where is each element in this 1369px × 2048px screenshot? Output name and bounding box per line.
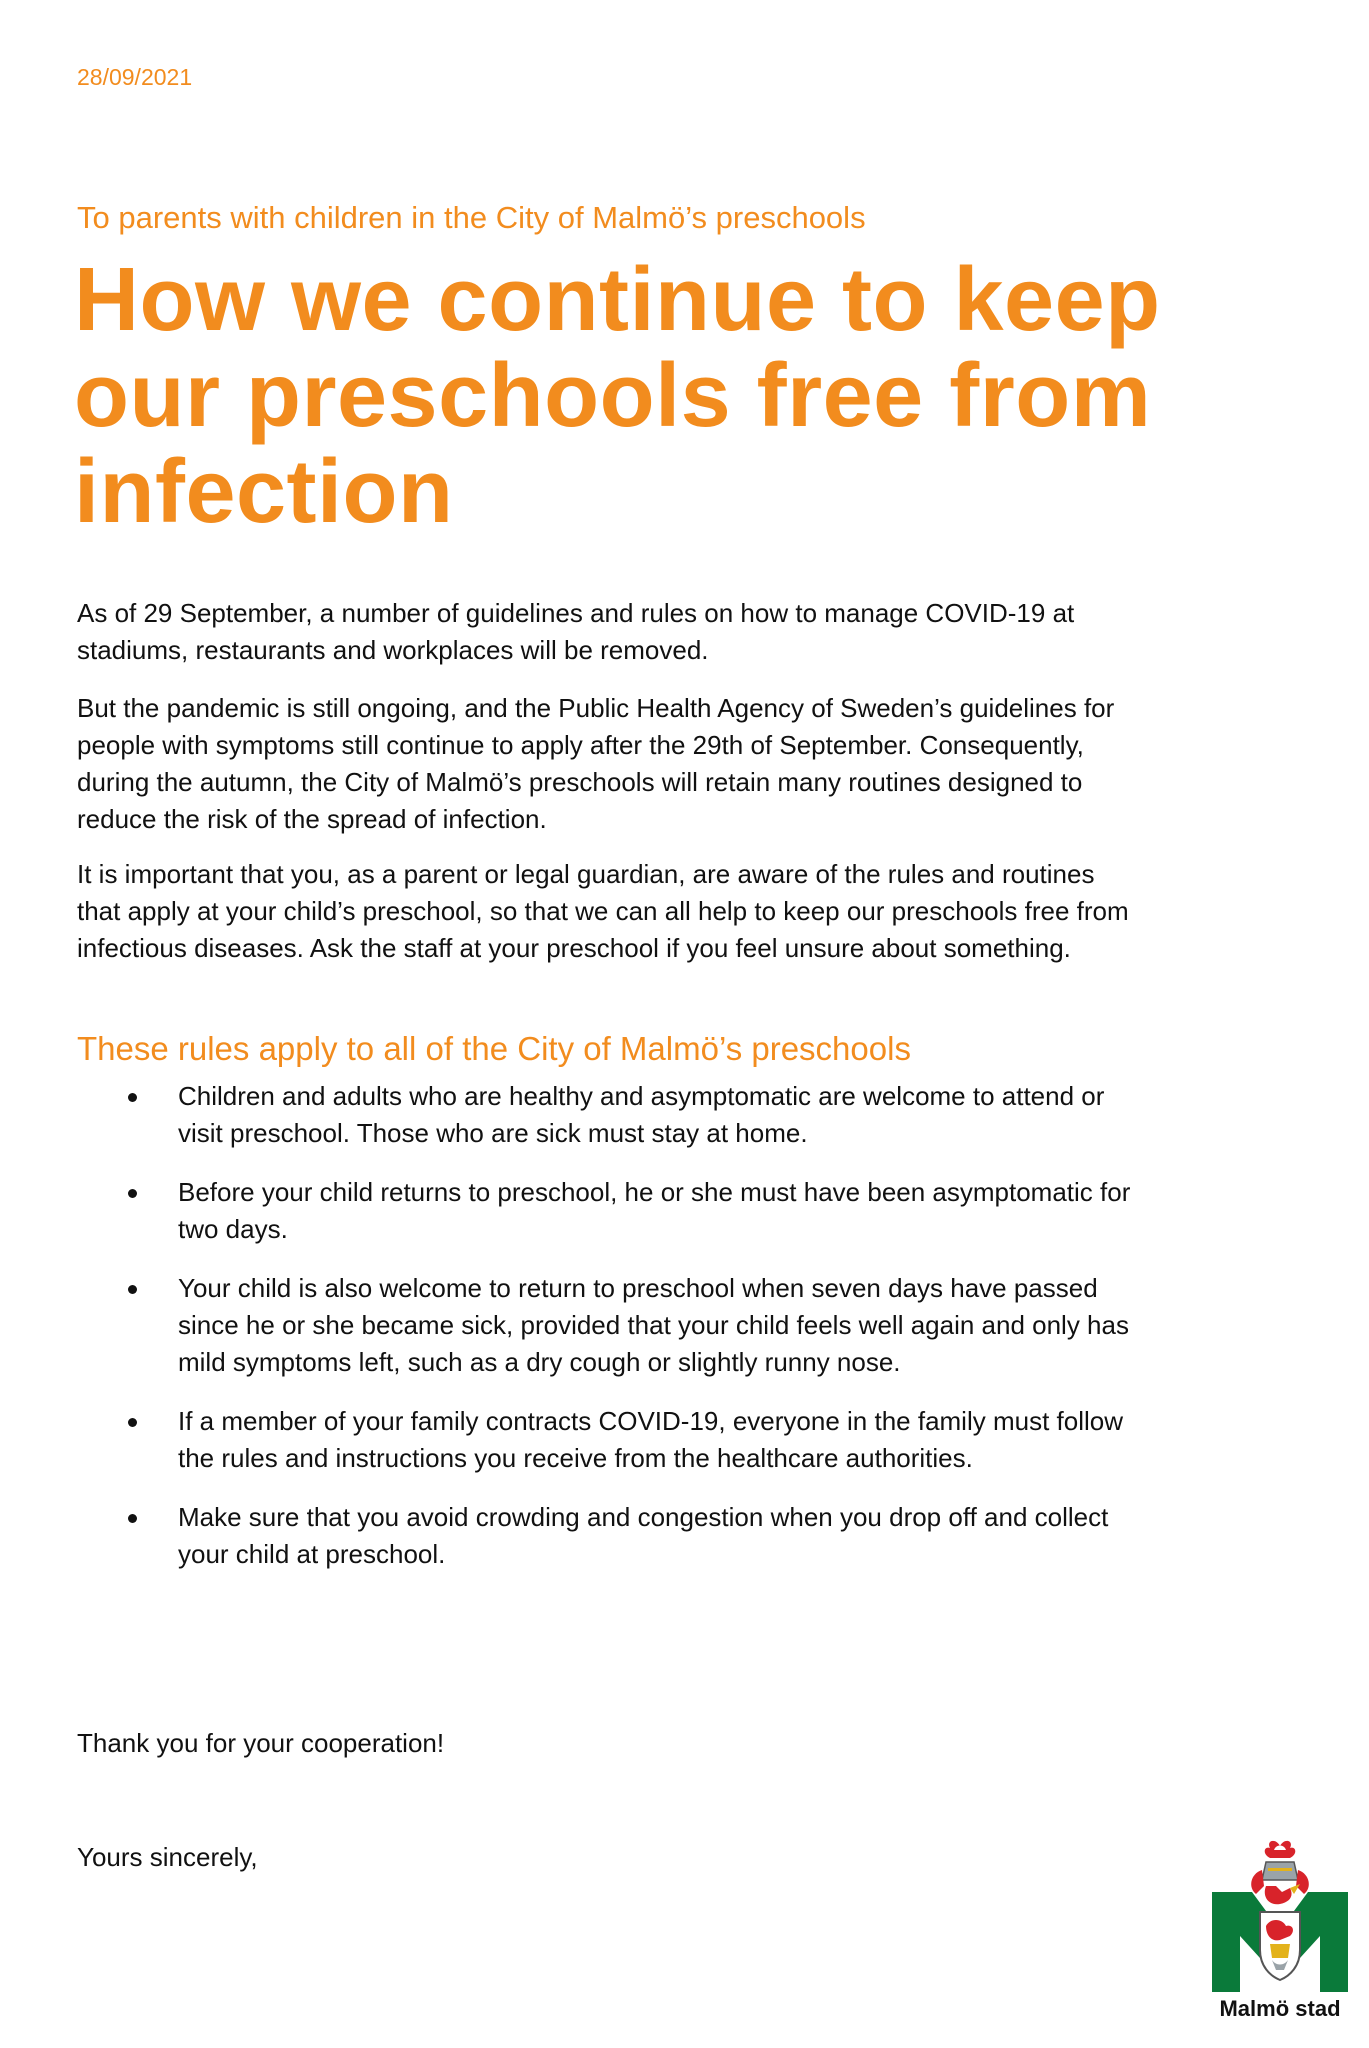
rules-list (120, 1078, 1140, 1595)
rule-text: Before your child returns to preschool, he or she must have been asymptomatic for two days. (178, 1177, 1131, 1244)
rules-heading: These rules apply to all of the City of Malmö’s preschools (77, 1030, 911, 1067)
thanks-text: Thank you for your cooperation! (77, 1728, 445, 1758)
malmo-stad-logo (1210, 1840, 1350, 2030)
rule-item (120, 1270, 1140, 1381)
malmo-coat-of-arms-icon (1210, 1840, 1350, 1996)
bullet-icon (128, 1093, 137, 1102)
pandemic-paragraph: But the pandemic is still ongoing, and the Public Health Agency of Sweden’s guidelines for people with symptoms still continue to apply after the 29th of September. Consequently, during the autumn, the City of Malmö’s preschools will retain many routines designed to reduce the risk of the spread of infection. (77, 693, 1115, 834)
rule-text: Make sure that you avoid crowding and congestion when you drop off and collect your child at preschool. (178, 1502, 1109, 1569)
letter-kicker: To parents with children in the City of Malmö’s preschools (77, 200, 866, 235)
sign-off-text: Yours sincerely, (77, 1842, 258, 1872)
letter-date: 28/09/2021 (77, 64, 193, 90)
guardian-paragraph: It is important that you, as a parent or legal guardian, are aware of the rules and routines that apply at your child’s preschool, so that we can all help to keep our preschools free from infectious diseases. Ask the staff at your preschool if you feel unsure about something. (77, 859, 1129, 963)
bullet-icon (128, 1418, 137, 1427)
intro-paragraph: As of 29 September, a number of guidelines and rules on how to manage COVID-19 at stadiums, restaurants and workplaces will be removed. (77, 598, 1075, 665)
rule-item (120, 1174, 1140, 1248)
rule-item (120, 1078, 1140, 1152)
bullet-icon (128, 1514, 137, 1523)
rule-item (120, 1403, 1140, 1477)
letter-title: How we continue to keep our preschools free from infection (74, 250, 1161, 542)
rule-text: Children and adults who are healthy and asymptomatic are welcome to attend or visit preschool. Those who are sick must stay at home. (178, 1081, 1105, 1148)
logo-text: Malmö stad (1219, 1996, 1341, 2021)
bullet-icon (128, 1285, 137, 1294)
rule-item (120, 1499, 1140, 1573)
bullet-icon (128, 1189, 137, 1198)
rule-text: Your child is also welcome to return to preschool when seven days have passed since he or she became sick, provided that your child feels well again and only has mild symptoms left, such as a dry cough or slightly runny nose. (178, 1273, 1129, 1377)
rule-text: If a member of your family contracts COVID-19, everyone in the family must follow the rules and instructions you receive from the healthcare authorities. (178, 1406, 1124, 1473)
